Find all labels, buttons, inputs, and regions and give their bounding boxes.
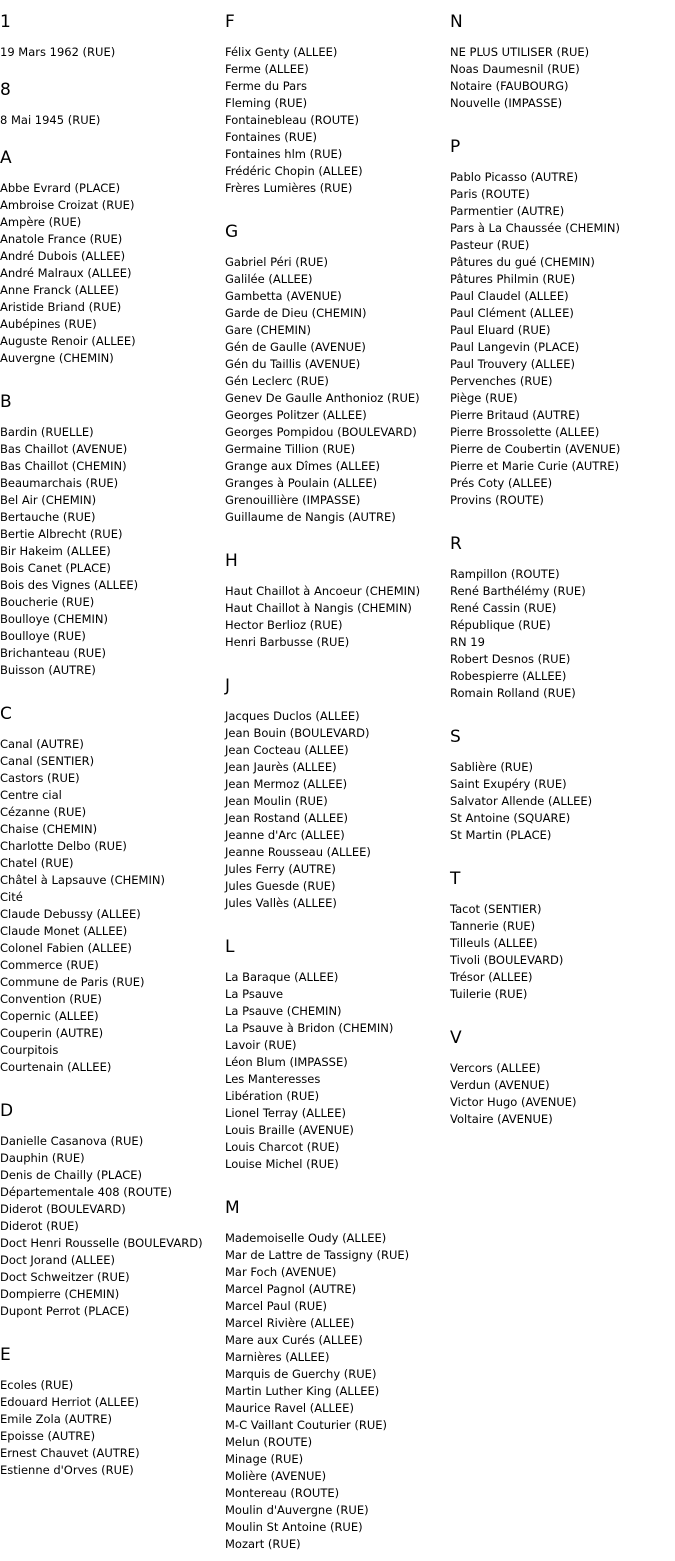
street-link[interactable]: Félix Genty (ALLEE) [225, 45, 338, 59]
street-link[interactable]: Dupont Perrot (PLACE) [0, 1304, 130, 1318]
section-letter-heading: S [450, 727, 461, 747]
section-letter-heading: 8 [0, 80, 11, 100]
street-link[interactable]: Chatel (RUE) [0, 856, 74, 870]
section-spacer [450, 702, 675, 727]
street-link[interactable]: Courpitois [0, 1043, 59, 1057]
street-link[interactable]: Canal (AUTRE) [0, 737, 84, 751]
street-link[interactable]: Libération (RUE) [225, 1089, 320, 1103]
street-link[interactable]: République (RUE) [450, 618, 551, 632]
street-link[interactable]: Prés Coty (ALLEE) [450, 476, 553, 490]
street-link[interactable]: Bardin (RUELLE) [0, 425, 94, 439]
street-link[interactable]: Voltaire (AVENUE) [450, 1112, 553, 1126]
street-link[interactable]: Anne Franck (ALLEE) [0, 283, 119, 297]
street-link[interactable]: La Baraque (ALLEE) [225, 970, 339, 984]
street-link[interactable]: Jeanne d'Arc (ALLEE) [225, 828, 345, 842]
street-link[interactable]: Jacques Duclos (ALLEE) [225, 709, 360, 723]
street-link[interactable]: Canal (SENTIER) [0, 754, 95, 768]
street-link[interactable]: Haut Chaillot à Nangis (CHEMIN) [225, 601, 412, 615]
street-link[interactable]: Ampère (RUE) [0, 215, 82, 229]
street-link[interactable]: Moulin St Antoine (RUE) [225, 1520, 363, 1534]
street-link[interactable]: Brichanteau (RUE) [0, 646, 106, 660]
street-link[interactable]: Diderot (BOULEVARD) [0, 1202, 126, 1216]
street-link[interactable]: Pablo Picasso (AUTRE) [450, 170, 579, 184]
section-spacer [450, 844, 675, 869]
section-spacer [0, 367, 222, 392]
street-link[interactable]: René Barthélémy (RUE) [450, 584, 586, 598]
street-link[interactable]: Saint Exupéry (RUE) [450, 777, 567, 791]
street-link[interactable]: Jean Mermoz (ALLEE) [225, 777, 348, 791]
street-link[interactable]: Maurice Ravel (ALLEE) [225, 1401, 354, 1415]
street-link[interactable]: Cézanne (RUE) [0, 805, 87, 819]
street-link[interactable]: Marnières (ALLEE) [225, 1350, 330, 1364]
section-spacer [225, 1173, 447, 1198]
street-link[interactable]: Aubépines (RUE) [0, 317, 97, 331]
street-link[interactable]: Pierre Britaud (AUTRE) [450, 408, 580, 422]
street-link[interactable]: Copernic (ALLEE) [0, 1009, 99, 1023]
section-letter-heading: E [0, 1345, 11, 1365]
street-link[interactable]: Pierre Brossolette (ALLEE) [450, 425, 600, 439]
street-link[interactable]: Bas Chaillot (AVENUE) [0, 442, 128, 456]
street-link[interactable]: Chaise (CHEMIN) [0, 822, 98, 836]
section-letter-heading: B [0, 392, 12, 412]
section-h [225, 551, 447, 651]
street-link[interactable]: Grange aux Dîmes (ALLEE) [225, 459, 380, 473]
column-3 [450, 12, 675, 1128]
section-spacer [225, 197, 447, 222]
section-t [450, 869, 675, 1003]
street-link[interactable]: Gén du Taillis (AVENUE) [225, 357, 361, 371]
section-letter-heading: P [450, 137, 461, 157]
street-link[interactable]: Départementale 408 (ROUTE) [0, 1185, 172, 1199]
street-link[interactable]: Pâtures du gué (CHEMIN) [450, 255, 595, 269]
section-spacer [450, 1003, 675, 1028]
street-link[interactable]: Pierre de Coubertin (AVENUE) [450, 442, 621, 456]
street-link[interactable]: Buisson (AUTRE) [0, 663, 96, 677]
street-link[interactable]: Convention (RUE) [0, 992, 102, 1006]
section-letter-heading: N [450, 12, 463, 32]
section-spacer [0, 61, 222, 80]
street-link[interactable]: Gabriel Péri (RUE) [225, 255, 328, 269]
street-link[interactable]: Diderot (RUE) [0, 1219, 79, 1233]
street-link[interactable]: Pâtures Philmin (RUE) [450, 272, 576, 286]
section-m [225, 1198, 447, 1553]
street-link[interactable]: René Cassin (RUE) [450, 601, 557, 615]
street-link[interactable]: Gén Leclerc (RUE) [225, 374, 329, 388]
column-2 [225, 12, 447, 1553]
section-letter-heading: M [225, 1198, 240, 1218]
street-link[interactable]: Dompierre (CHEMIN) [0, 1287, 120, 1301]
street-link[interactable]: Georges Pompidou (BOULEVARD) [225, 425, 417, 439]
street-link[interactable]: St Martin (PLACE) [450, 828, 552, 842]
street-link[interactable]: Doct Jorand (ALLEE) [0, 1253, 116, 1267]
section-letter-heading: H [225, 551, 238, 571]
section-letter-heading: 1 [0, 12, 11, 32]
street-link[interactable]: Martin Luther King (ALLEE) [225, 1384, 380, 1398]
street-link[interactable]: Louise Michel (RUE) [225, 1157, 339, 1171]
street-link[interactable]: Bertie Albrecht (RUE) [0, 527, 123, 541]
street-link[interactable]: Fontaines (RUE) [225, 130, 317, 144]
street-link[interactable]: Garde de Dieu (CHEMIN) [225, 306, 367, 320]
street-link[interactable]: Noas Daumesnil (RUE) [450, 62, 580, 76]
street-link[interactable]: Auguste Renoir (ALLEE) [0, 334, 136, 348]
street-link[interactable]: Boulloye (CHEMIN) [0, 612, 109, 626]
section-spacer [225, 526, 447, 551]
street-link[interactable]: Galilée (ALLEE) [225, 272, 313, 286]
street-link[interactable]: Epoisse (AUTRE) [0, 1429, 96, 1443]
street-link[interactable]: Ernest Chauvet (AUTRE) [0, 1446, 140, 1460]
section-spacer [0, 1076, 222, 1101]
street-link[interactable]: Bas Chaillot (CHEMIN) [0, 459, 127, 473]
street-link[interactable]: Rampillon (ROUTE) [450, 567, 560, 581]
street-link[interactable]: Cité [0, 890, 23, 904]
street-link[interactable]: La Psauve à Bridon (CHEMIN) [225, 1021, 394, 1035]
street-link[interactable]: Hector Berlioz (RUE) [225, 618, 343, 632]
section-letter-heading: R [450, 534, 462, 554]
street-link[interactable]: Provins (ROUTE) [450, 493, 544, 507]
section-d [0, 1101, 222, 1320]
street-link[interactable]: Louis Braille (AVENUE) [225, 1123, 354, 1137]
street-link[interactable]: Lionel Terray (ALLEE) [225, 1106, 346, 1120]
street-link[interactable]: Guillaume de Nangis (AUTRE) [225, 510, 396, 524]
street-link[interactable]: Les Manteresses [225, 1072, 321, 1086]
street-link[interactable]: Paul Trouvery (ALLEE) [450, 357, 575, 371]
street-link[interactable]: Germaine Tillion (RUE) [225, 442, 356, 456]
street-link[interactable]: Nouvelle (IMPASSE) [450, 96, 563, 110]
street-link[interactable]: Edouard Herriot (ALLEE) [0, 1395, 139, 1409]
street-link[interactable]: Castors (RUE) [0, 771, 80, 785]
street-link[interactable]: Bois des Vignes (ALLEE) [0, 578, 139, 592]
street-link[interactable]: Gare (CHEMIN) [225, 323, 311, 337]
section-spacer [450, 509, 675, 534]
section-spacer [225, 651, 447, 676]
street-link[interactable]: Jules Ferry (AUTRE) [225, 862, 336, 876]
street-link[interactable]: 19 Mars 1962 (RUE) [0, 45, 116, 59]
street-link[interactable]: Grenouillière (IMPASSE) [225, 493, 361, 507]
section-letter-heading: T [450, 869, 461, 889]
street-link[interactable]: Fontainebleau (ROUTE) [225, 113, 359, 127]
section-letter-heading: V [450, 1028, 462, 1048]
street-link[interactable]: Paris (ROUTE) [450, 187, 530, 201]
street-link[interactable]: Boucherie (RUE) [0, 595, 95, 609]
street-link[interactable]: Piège (RUE) [450, 391, 518, 405]
street-link[interactable]: Ecoles (RUE) [0, 1378, 74, 1392]
street-link[interactable]: Parmentier (AUTRE) [450, 204, 565, 218]
section-letter-heading: G [225, 222, 239, 242]
street-link[interactable]: Ambroise Croizat (RUE) [0, 198, 135, 212]
street-link[interactable]: Mozart (RUE) [225, 1537, 301, 1551]
street-link[interactable]: Paul Eluard (RUE) [450, 323, 551, 337]
section-e [0, 1345, 222, 1479]
street-link[interactable]: Tuilerie (RUE) [450, 987, 528, 1001]
street-link[interactable]: Jeanne Rousseau (ALLEE) [225, 845, 371, 859]
street-link[interactable]: Jules Guesde (RUE) [225, 879, 336, 893]
street-link[interactable]: St Antoine (SQUARE) [450, 811, 571, 825]
street-link[interactable]: Vercors (ALLEE) [450, 1061, 541, 1075]
street-link[interactable]: Henri Barbusse (RUE) [225, 635, 350, 649]
street-link[interactable]: Mare aux Curés (ALLEE) [225, 1333, 363, 1347]
section-letter-heading: A [0, 148, 12, 168]
street-link[interactable]: Moulin d'Auvergne (RUE) [225, 1503, 369, 1517]
street-link[interactable]: André Dubois (ALLEE) [0, 249, 126, 263]
street-link[interactable]: Commerce (RUE) [0, 958, 99, 972]
street-link[interactable]: Minage (RUE) [225, 1452, 304, 1466]
section-spacer [0, 1320, 222, 1345]
section-spacer [0, 679, 222, 704]
street-link[interactable]: Verdun (AVENUE) [450, 1078, 550, 1092]
section-8 [0, 80, 222, 129]
street-link[interactable]: M-C Vaillant Couturier (RUE) [225, 1418, 388, 1432]
street-link[interactable]: Mar Foch (AVENUE) [225, 1265, 337, 1279]
street-link[interactable]: André Malraux (ALLEE) [0, 266, 132, 280]
street-link[interactable]: Marcel Rivière (ALLEE) [225, 1316, 355, 1330]
street-link[interactable]: Genev De Gaulle Anthonioz (RUE) [225, 391, 420, 405]
street-link[interactable]: RN 19 [450, 635, 485, 649]
street-link[interactable]: Claude Monet (ALLEE) [0, 924, 128, 938]
section-s [450, 727, 675, 844]
street-link[interactable]: Paul Claudel (ALLEE) [450, 289, 569, 303]
street-link[interactable]: Melun (ROUTE) [225, 1435, 313, 1449]
street-link[interactable]: Bir Hakeim (ALLEE) [0, 544, 111, 558]
street-link[interactable]: La Psauve (CHEMIN) [225, 1004, 342, 1018]
street-link[interactable]: Charlotte Delbo (RUE) [0, 839, 127, 853]
street-link[interactable]: Gén de Gaulle (AVENUE) [225, 340, 366, 354]
street-link[interactable]: Robert Desnos (RUE) [450, 652, 571, 666]
street-link[interactable]: Paul Clément (ALLEE) [450, 306, 574, 320]
street-link[interactable]: Beaumarchais (RUE) [0, 476, 119, 490]
street-link[interactable]: Marcel Paul (RUE) [225, 1299, 327, 1313]
street-link[interactable]: Pars à La Chaussée (CHEMIN) [450, 221, 620, 235]
street-link[interactable]: Fontaines hlm (RUE) [225, 147, 343, 161]
street-link[interactable]: Estienne d'Orves (RUE) [0, 1463, 134, 1477]
street-link[interactable]: Jules Vallès (ALLEE) [225, 896, 337, 910]
street-link[interactable]: 8 Mai 1945 (RUE) [0, 113, 101, 127]
section-letter-heading: C [0, 704, 12, 724]
street-link[interactable]: Marcel Pagnol (AUTRE) [225, 1282, 357, 1296]
street-link[interactable]: Denis de Chailly (PLACE) [0, 1168, 143, 1182]
street-link[interactable]: Salvator Allende (ALLEE) [450, 794, 593, 808]
street-link[interactable]: Paul Langevin (PLACE) [450, 340, 580, 354]
street-link[interactable]: La Psauve [225, 987, 284, 1001]
street-link[interactable]: Danielle Casanova (RUE) [0, 1134, 144, 1148]
street-link[interactable]: Montereau (ROUTE) [225, 1486, 340, 1500]
section-letter-heading: D [0, 1101, 14, 1121]
street-link[interactable]: Pasteur (RUE) [450, 238, 530, 252]
street-link[interactable]: Louis Charcot (RUE) [225, 1140, 340, 1154]
street-link[interactable]: Léon Blum (IMPASSE) [225, 1055, 348, 1069]
street-link[interactable]: Marquis de Guerchy (RUE) [225, 1367, 377, 1381]
street-link[interactable]: Tilleuls (ALLEE) [450, 936, 538, 950]
street-link[interactable]: Couperin (AUTRE) [0, 1026, 104, 1040]
street-link[interactable]: Châtel à Lapsauve (CHEMIN) [0, 873, 165, 887]
section-v [450, 1028, 675, 1128]
street-link[interactable]: Tivoli (BOULEVARD) [450, 953, 564, 967]
street-link[interactable]: Robespierre (ALLEE) [450, 669, 567, 683]
street-link[interactable]: Lavoir (RUE) [225, 1038, 297, 1052]
street-link[interactable]: Fleming (RUE) [225, 96, 308, 110]
section-spacer [450, 112, 675, 137]
street-link[interactable]: NE PLUS UTILISER (RUE) [450, 45, 590, 59]
street-link[interactable]: Bois Canet (PLACE) [0, 561, 111, 575]
street-link[interactable]: Commune de Paris (RUE) [0, 975, 145, 989]
section-letter-heading: J [225, 676, 231, 696]
street-link[interactable]: Granges à Poulain (ALLEE) [225, 476, 378, 490]
street-link[interactable]: Ferme du Pars [225, 79, 307, 93]
section-letter-heading: F [225, 12, 235, 32]
street-link[interactable]: Sablière (RUE) [450, 760, 533, 774]
street-link[interactable]: Courtenain (ALLEE) [0, 1060, 112, 1074]
street-link[interactable]: Abbe Evrard (PLACE) [0, 181, 121, 195]
section-n [450, 12, 675, 112]
street-link[interactable]: Romain Rolland (RUE) [450, 686, 576, 700]
street-link[interactable]: Tannerie (RUE) [450, 919, 536, 933]
street-link[interactable]: Auvergne (CHEMIN) [0, 351, 114, 365]
section-j [225, 676, 447, 912]
street-link[interactable]: Jean Rostand (ALLEE) [225, 811, 348, 825]
street-link[interactable]: Boulloye (RUE) [0, 629, 86, 643]
street-link[interactable]: Molière (AVENUE) [225, 1469, 327, 1483]
street-link[interactable]: Mar de Lattre de Tassigny (RUE) [225, 1248, 410, 1262]
street-link[interactable]: Claude Debussy (ALLEE) [0, 907, 141, 921]
street-link[interactable]: Ferme (ALLEE) [225, 62, 309, 76]
street-link[interactable]: Notaire (FAUBOURG) [450, 79, 569, 93]
street-link[interactable]: Haut Chaillot à Ancoeur (CHEMIN) [225, 584, 421, 598]
street-link[interactable]: Mademoiselle Oudy (ALLEE) [225, 1231, 387, 1245]
section-spacer [225, 912, 447, 937]
column-1 [0, 12, 222, 1479]
street-link[interactable]: Aristide Briand (RUE) [0, 300, 122, 314]
street-link[interactable]: Victor Hugo (AVENUE) [450, 1095, 577, 1109]
street-link[interactable]: Jean Bouin (BOULEVARD) [225, 726, 370, 740]
section-c [0, 704, 222, 1076]
street-link[interactable]: Frères Lumières (RUE) [225, 181, 353, 195]
street-link[interactable]: Jean Moulin (RUE) [225, 794, 328, 808]
section-r [450, 534, 675, 702]
section-spacer [0, 129, 222, 148]
section-a [0, 148, 222, 367]
street-link[interactable]: Centre cial [0, 788, 62, 802]
street-link[interactable]: Bel Air (CHEMIN) [0, 493, 97, 507]
section-l [225, 937, 447, 1173]
section-letter-heading: L [225, 937, 235, 957]
street-link[interactable]: Colonel Fabien (ALLEE) [0, 941, 132, 955]
street-link[interactable]: Doct Schweitzer (RUE) [0, 1270, 130, 1284]
street-link[interactable]: Trésor (ALLEE) [450, 970, 533, 984]
section-1 [0, 12, 222, 61]
section-b [0, 392, 222, 679]
street-link[interactable]: Emile Zola (AUTRE) [0, 1412, 112, 1426]
street-link[interactable]: Doct Henri Rousselle (BOULEVARD) [0, 1236, 203, 1250]
section-p [450, 137, 675, 509]
street-link[interactable]: Pervenches (RUE) [450, 374, 553, 388]
street-link[interactable]: Bertauche (RUE) [0, 510, 96, 524]
street-link[interactable]: Dauphin (RUE) [0, 1151, 85, 1165]
street-link[interactable]: Gambetta (AVENUE) [225, 289, 342, 303]
street-link[interactable]: Georges Politzer (ALLEE) [225, 408, 367, 422]
street-link[interactable]: Frédéric Chopin (ALLEE) [225, 164, 363, 178]
street-link[interactable]: Jean Jaurès (ALLEE) [225, 760, 337, 774]
section-f [225, 12, 447, 197]
street-link[interactable]: Tacot (SENTIER) [450, 902, 542, 916]
street-link[interactable]: Pierre et Marie Curie (AUTRE) [450, 459, 620, 473]
section-g [225, 222, 447, 526]
street-link[interactable]: Jean Cocteau (ALLEE) [225, 743, 349, 757]
street-link[interactable]: Anatole France (RUE) [0, 232, 123, 246]
